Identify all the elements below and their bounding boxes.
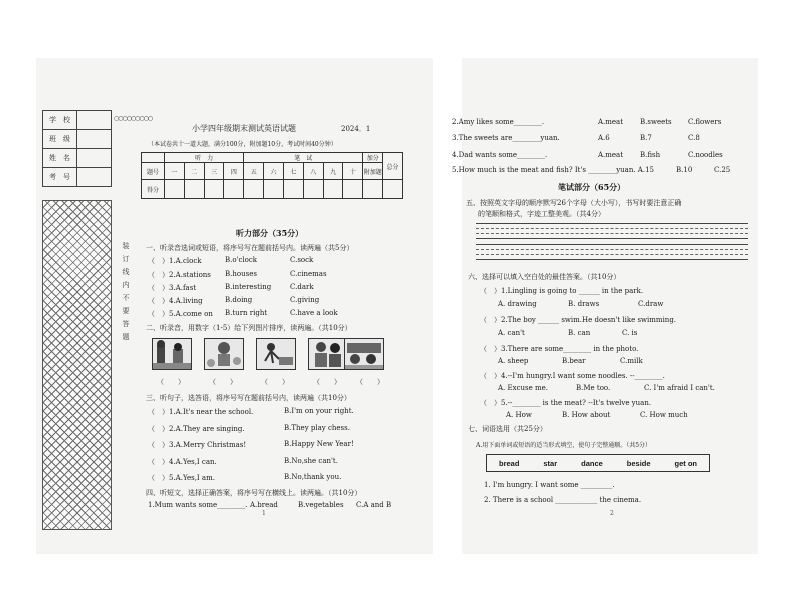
- q1-item: （ ）2.A.stations: [148, 271, 211, 279]
- score-cell[interactable]: [323, 180, 343, 199]
- word-bank-item: beside: [626, 458, 651, 468]
- score-cell[interactable]: [264, 180, 284, 199]
- score-cell[interactable]: [343, 180, 363, 199]
- q6-option: A. drawing: [498, 300, 537, 308]
- q3-heading: 三、听句子，选答语，将序号写在题前括号内，读两遍（共10分）: [146, 394, 351, 402]
- q4-option: C.A and B: [356, 501, 392, 509]
- q1-item: （ ）3.A.fast: [148, 284, 197, 292]
- score-cell[interactable]: [244, 180, 264, 199]
- q6-stem: （ ）5.--________ is the meat? --It's twelve yuan.: [480, 399, 652, 407]
- q6-stem: （ ）3.There are some________ in the photo.: [480, 345, 639, 353]
- writing-guide-line: [476, 249, 748, 250]
- binding-dots: ○○○○○○○○○: [114, 115, 153, 122]
- children-scene-icon: [309, 339, 347, 369]
- question-number: 五: [244, 163, 264, 180]
- q1-option: C.giving: [290, 296, 320, 304]
- q7-sub-a-heading: A.用下面单词或短语的适当形式填空，使句子完整通顺。（共5分）: [476, 442, 652, 449]
- extra-question-label: 附加题: [363, 163, 383, 180]
- school-label: 学 校: [43, 111, 77, 130]
- q1-option: B.houses: [225, 270, 257, 278]
- question-number: 八: [303, 163, 323, 180]
- q6-heading: 六、选择可以填入空白处的最佳答案。（共10分）: [468, 273, 621, 281]
- q6-stem: （ ）4.--I'm hungry.I want some noodles. --________.: [480, 372, 665, 380]
- page-number: 2: [610, 510, 614, 517]
- building-scene-icon: [345, 339, 383, 369]
- q1-option: C.cinemas: [290, 270, 327, 278]
- answer-paren[interactable]: （ ）: [157, 378, 185, 386]
- exam-date: 2024．1: [341, 125, 371, 133]
- q4-heading: 四、听短文，选择正确答案，将序号写在横线上。读两遍。（共10分）: [146, 489, 362, 497]
- q6-stem: （ ）2.The boy ______ swim.He doesn't like swimming.: [480, 316, 677, 324]
- page-number: 1: [262, 510, 266, 517]
- word-bank-item: dance: [581, 458, 603, 468]
- answer-paren[interactable]: （ ）: [313, 378, 341, 386]
- q6-option: B. draws: [568, 300, 600, 308]
- q7-sentence: 2. There is a school ____________ the cinema.: [484, 496, 642, 504]
- question-number: 六: [264, 163, 284, 180]
- q1-option: B.interesting: [225, 283, 272, 291]
- exam-instructions: （本试卷共十一道大题，满分100分，附加题10分，考试时间40分钟）: [148, 141, 337, 148]
- q1-option: B.o'clock: [225, 256, 258, 264]
- q1-option: B.doing: [225, 296, 253, 304]
- q3-item: （ ）1.A.It's near the school.: [148, 408, 254, 416]
- q4-option: B.vegetables: [298, 501, 344, 509]
- q6-option: C.milk: [620, 357, 643, 365]
- binding-char: 题: [122, 333, 130, 341]
- q6-option: C. I'm afraid I can't.: [644, 384, 715, 392]
- q2-heading: 二、听录音，用数字（1-5）给下列图片排序，读两遍。（共10分）: [146, 324, 352, 332]
- q4-option: A.meat: [598, 118, 624, 126]
- writing-line[interactable]: [476, 238, 748, 239]
- exam-page-right: [452, 58, 758, 554]
- q6-option: A. Excuse me.: [498, 384, 548, 392]
- q6-stem: （ ）1.Lingling is going to ______ in the park.: [480, 287, 644, 295]
- q3-option: B.They play chess.: [284, 424, 350, 432]
- score-row-label: 得分: [142, 180, 165, 199]
- student-info-table: [42, 110, 112, 187]
- score-table-corner: [142, 153, 165, 163]
- q3-option: B.Happy New Year!: [284, 440, 354, 448]
- q3-item: （ ）3.A.Merry Christmas!: [148, 441, 247, 449]
- q1-option: C.have a look: [290, 309, 338, 317]
- question-number: 三: [204, 163, 224, 180]
- q4-option: B.10: [676, 166, 693, 174]
- q5-heading-cont: 的笔顺和格式，字迹工整美观。（共4分）: [478, 210, 605, 218]
- q1-heading: 一、听录音选词或短语，将序号写在题前括号内。读两遍（共5分）: [146, 244, 354, 252]
- q3-item: （ ）2.A.They are singing.: [148, 425, 245, 433]
- score-cell[interactable]: [204, 180, 224, 199]
- q4-option: B.fish: [640, 151, 661, 159]
- score-cell[interactable]: [224, 180, 244, 199]
- question-number: 二: [184, 163, 204, 180]
- score-cell[interactable]: [303, 180, 323, 199]
- word-bank-item: bread: [498, 458, 520, 468]
- writing-line[interactable]: [476, 259, 748, 260]
- q1-option: C.sock: [290, 256, 314, 264]
- binding-char: 订: [122, 255, 130, 263]
- answer-paren[interactable]: （ ）: [261, 378, 289, 386]
- exam-number-label: 考 号: [43, 168, 77, 187]
- writing-section-heading: 笔试部分（65分）: [558, 182, 626, 192]
- q1-item: （ ）4.A.living: [148, 297, 203, 305]
- score-table: [141, 152, 403, 199]
- word-bank: [486, 454, 710, 472]
- q1-option: B.turn right: [225, 309, 268, 317]
- picture-3: [256, 338, 296, 370]
- q1-option: C.dark: [290, 283, 314, 291]
- q3-item: （ ）4.A.Yes,I can.: [148, 458, 217, 466]
- q6-option: A. can't: [498, 329, 525, 337]
- question-number: 十: [343, 163, 363, 180]
- listening-section-heading: 听力部分（35分）: [236, 228, 304, 238]
- writing-line[interactable]: [476, 244, 748, 245]
- question-number: 四: [224, 163, 244, 180]
- question-number: 一: [165, 163, 185, 180]
- q4-item: 2.Amy likes some________.: [452, 118, 545, 126]
- q7-heading: 七、词语选用（共25分）: [468, 425, 547, 433]
- picture-4: [308, 338, 348, 370]
- people-scene-icon: [153, 339, 191, 369]
- score-cell[interactable]: [184, 180, 204, 199]
- word-bank-item: get on: [674, 458, 698, 468]
- q3-option: B.No,thank you.: [284, 473, 342, 481]
- writing-line[interactable]: [476, 223, 748, 224]
- q1-item: （ ）1.A.clock: [148, 257, 202, 265]
- q6-option: C. How much: [640, 411, 688, 419]
- dancing-scene-icon: [257, 339, 295, 369]
- q4-option: C.flowers: [688, 118, 722, 126]
- q6-option: B. How about: [562, 411, 611, 419]
- name-field[interactable]: [77, 149, 112, 168]
- picture-1: [152, 338, 192, 370]
- binding-char: 不: [122, 294, 130, 302]
- score-cell[interactable]: [383, 180, 403, 199]
- q4-option: C.8: [688, 134, 700, 142]
- answer-paren[interactable]: （ ）: [356, 378, 384, 386]
- binding-char: 线: [122, 268, 130, 276]
- exam-title: 小学四年级期末测试英语试题: [192, 124, 296, 133]
- binding-warning: [122, 240, 130, 344]
- writing-group-header: 笔 试: [244, 153, 363, 163]
- q4-option: C.noodles: [688, 151, 723, 159]
- score-cell[interactable]: [165, 180, 185, 199]
- q4-option: B.sweets: [640, 118, 672, 126]
- word-bank-item: star: [543, 458, 558, 468]
- q4-option: A.6: [598, 134, 610, 142]
- binding-char: 内: [122, 281, 130, 289]
- extra-header: 加分: [363, 153, 383, 163]
- q4-item: 1.Mum wants some________.: [148, 501, 248, 509]
- q4-item: 3.The sweets are________yuan.: [452, 134, 560, 142]
- q4-item: 5.How much is the meat and fish? It's ________yuan. A.15: [452, 166, 654, 174]
- class-label: 班 级: [43, 130, 77, 149]
- q4-option: C.25: [714, 166, 731, 174]
- question-row-label: 题号: [142, 163, 165, 180]
- class-field[interactable]: [77, 130, 112, 149]
- q6-option: A. How: [506, 411, 532, 419]
- q6-option: C. is: [622, 329, 638, 337]
- q5-heading: 五、按照英文字母的顺序默写26个字母（大小写），书写时要注意正确: [466, 199, 682, 207]
- name-label: 姓 名: [43, 149, 77, 168]
- q6-option: B. can: [568, 329, 591, 337]
- q4-option: A.meat: [598, 151, 624, 159]
- q6-option: B.bear: [562, 357, 586, 365]
- q4-item: 4.Dad wants some________.: [452, 151, 548, 159]
- listening-group-header: 听 力: [165, 153, 244, 163]
- binding-lattice-pattern: [42, 200, 112, 530]
- q1-item: （ ）5.A.come on: [148, 310, 213, 318]
- school-field[interactable]: [77, 111, 112, 130]
- binding-char: 装: [122, 242, 130, 250]
- question-number: 七: [283, 163, 303, 180]
- binding-char: 答: [122, 320, 130, 328]
- answer-paren[interactable]: （ ）: [209, 378, 237, 386]
- q3-option: B.No,she can't.: [284, 457, 338, 465]
- q4-option: B.7: [640, 134, 652, 142]
- q6-option: C.draw: [638, 300, 664, 308]
- picture-2: [204, 338, 244, 370]
- q3-item: （ ）5.A.Yes,I am.: [148, 474, 215, 482]
- q6-option: A. sheep: [498, 357, 529, 365]
- writing-guide-line: [476, 254, 748, 255]
- q6-option: B.Me too.: [576, 384, 611, 392]
- exam-number-field[interactable]: [77, 168, 112, 187]
- girl-scene-icon: [205, 339, 243, 369]
- writing-guide-line: [476, 233, 748, 234]
- total-header: 总分: [383, 153, 403, 180]
- question-number: 九: [323, 163, 343, 180]
- q4-option: A.bread: [250, 501, 278, 509]
- score-cell[interactable]: [363, 180, 383, 199]
- exam-page-left: [36, 58, 433, 554]
- binding-char: 要: [122, 307, 130, 315]
- picture-5: [344, 338, 384, 370]
- q3-option: B.I'm on your right.: [284, 407, 354, 415]
- score-cell[interactable]: [283, 180, 303, 199]
- writing-guide-line: [476, 228, 748, 229]
- q7-sentence: 1. I'm hungry. I want some _________.: [484, 481, 615, 489]
